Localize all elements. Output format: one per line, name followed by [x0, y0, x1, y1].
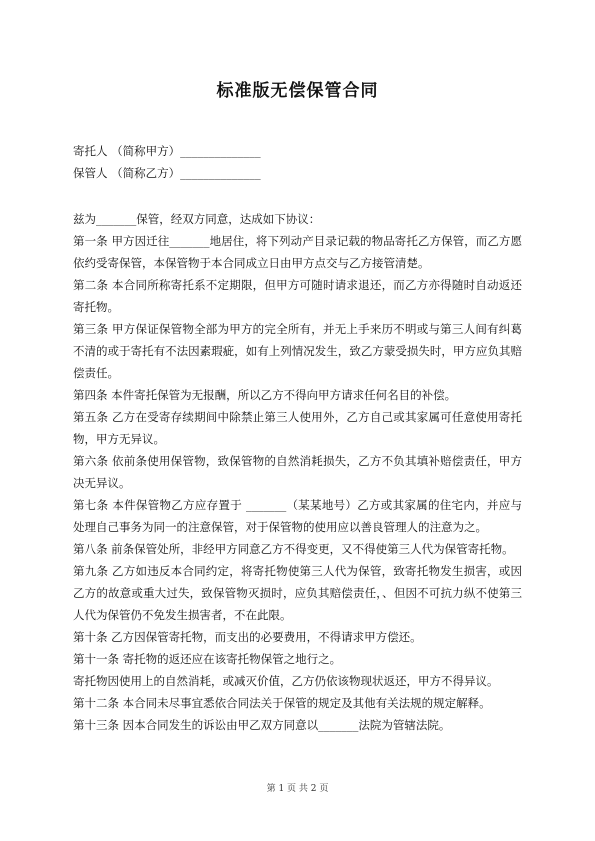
article-3: 第三条 甲方保证保管物全部为甲方的完全所有，并无上手来历不明或与第三人间有纠葛不清的或于寄托有不法因素瑕疵，如有上列情况发生，致乙方蒙受损失时，甲方应负其赔偿责任。 — [73, 322, 522, 380]
article-4: 第四条 本件寄托保管为无报酬，所以乙方不得向甲方请求任何名目的补偿。 — [73, 388, 457, 402]
document-title: 标准版无偿保管合同 — [216, 81, 379, 101]
article-1: 第一条 甲方因迁往_______地居住，将下列动产目录记载的物品寄托乙方保管，而乙方愿依约受寄保管，本保管物于本合同成立日由甲方点交与乙方接管清楚。 — [73, 234, 522, 270]
article-6: 第六条 依前条使用保管物，致保管物的自然消耗损失，乙方不负其填补赔偿责任，甲方决无异议。 — [73, 454, 522, 490]
article-10: 第十条 乙方因保管寄托物，而支出的必要费用，不得请求甲方偿还。 — [73, 630, 422, 644]
intro-paragraph: 兹为_______保管，经双方同意，达成如下协议： — [73, 212, 321, 226]
article-2: 第二条 本合同所称寄托系不定期限，但甲方可随时请求退还，而乙方亦得随时自动返还寄托物。 — [73, 278, 522, 314]
article-7: 第七条 本件保管物乙方应存置于 _______（某某地号）乙方或其家属的住宅内，并应与处理自己事务为同一的注意保管，对于保管物的使用应以善良管理人的注意为之。 — [73, 498, 522, 534]
article-11: 第十一条 寄托物的返还应在该寄托物保管之地行之。 — [73, 652, 342, 666]
article-13: 第十三条 因本合同发生的诉讼由甲乙双方同意以_______法院为管辖法院。 — [73, 718, 451, 732]
parties-block — [73, 140, 261, 184]
article-9: 第九条 乙方如违反本合同约定，将寄托物使第三人代为保管，致寄托物发生损害，或因乙方的故意或重大过失，致保管物灭损时，应负其赔偿责任，、但因不可抗力纵不使第三人代为保管仍不免发生损害者，不在此限。 — [73, 564, 522, 622]
party-depositor: 寄托人 （简称甲方）______________ — [73, 144, 261, 158]
contract-body — [73, 208, 522, 736]
party-custodian: 保管人 （简称乙方）______________ — [73, 166, 261, 180]
page-number-footer: 第 1 页 共 2 页 — [266, 784, 329, 794]
article-8: 第八条 前条保管处所，非经甲方同意乙方不得变更，又不得使第三人代为保管寄托物。 — [73, 542, 514, 556]
article-12: 第十二条 本合同未尽事宜悉依合同法关于保管的规定及其他有关法规的规定解释。 — [73, 696, 491, 710]
article-5: 第五条 乙方在受寄存续期间中除禁止第三人使用外，乙方自己或其家属可任意使用寄托物，甲方无异议。 — [73, 410, 522, 446]
article-11-note: 寄托物因使用上的自然消耗，或减灭价值，乙方仍依该物现状返还，甲方不得异议。 — [73, 674, 499, 688]
